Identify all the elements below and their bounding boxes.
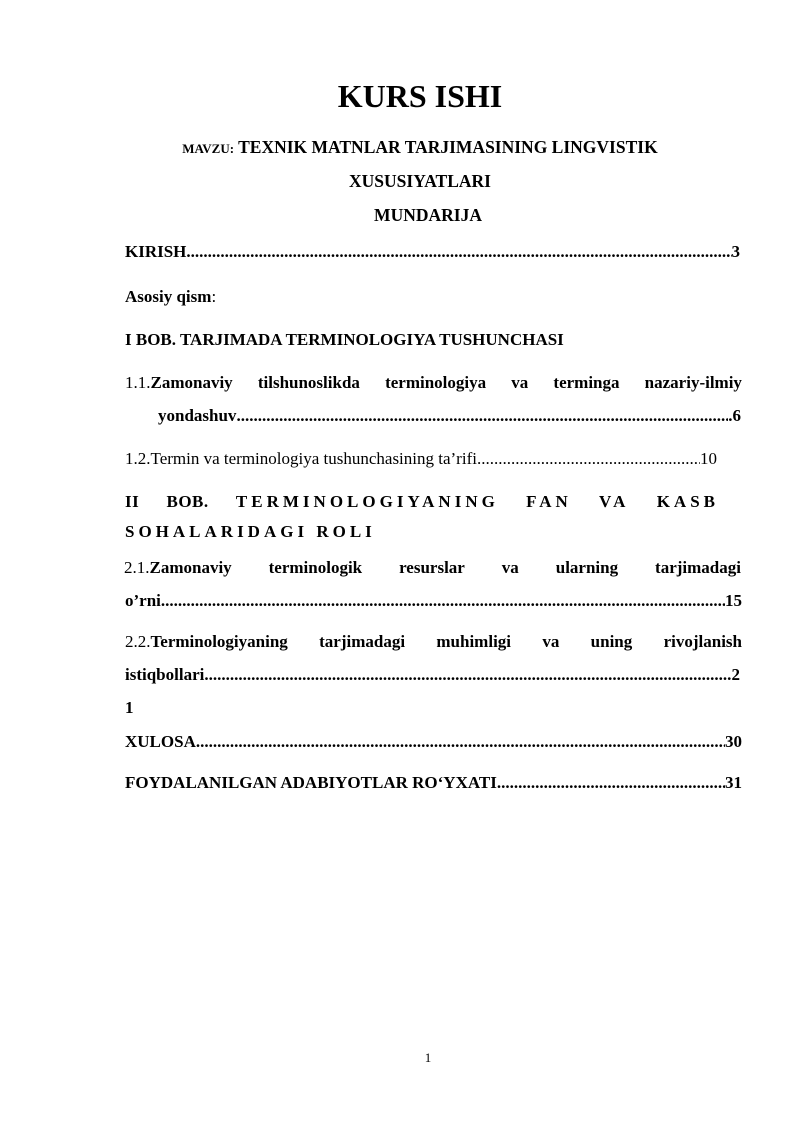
toc-page-wrap: 1 [125,698,134,717]
toc-dot-leader [186,242,731,262]
toc-main-part [125,287,216,307]
toc-word: tilshunoslikda [257,373,360,392]
toc-colon: : [211,287,217,306]
toc-label: yondashuv [158,406,237,425]
toc-label: istiqbollari [125,665,205,684]
toc-entry-1-1-line2 [158,406,741,426]
toc-word: uning [590,632,633,651]
toc-dot-leader [204,665,731,685]
toc-page: 31 [725,773,742,792]
toc-number: 1.1. [125,373,151,392]
toc-word: terminologiya [385,373,487,392]
toc-word: TERMINOLOGIYANING [235,492,499,511]
toc-word: terminga [553,373,620,392]
toc-word: 2.1.Zamonaviy [124,558,232,577]
toc-entry-2-1-line1 [124,558,741,578]
toc-word: va [501,558,519,577]
contents-heading: MUNDARIJA [374,205,482,225]
topic-line-2: XUSUSIYATLARI [349,171,491,191]
toc-number: 2.1. [124,558,150,577]
toc-label: o’rni [125,591,161,610]
toc-page: .6 [728,406,741,425]
toc-entry-1-1-line1 [125,373,742,393]
toc-label: Termin va terminologiya tushunchasining ta’rifi [150,449,477,468]
toc-page: 15 [725,591,742,610]
toc-word: resurslar [399,558,465,577]
toc-word: VA [599,492,630,511]
toc-chapter-2-line2: SOHALARIDAGI ROLI [125,522,376,541]
topic-line-1 [0,137,800,158]
toc-number: 2.2. [125,632,151,651]
page-number: 1 [424,1050,432,1065]
toc-dot-leader [497,773,725,793]
toc-entry-references [125,773,742,793]
toc-page: 3 [731,242,740,261]
toc-label: Asosiy qism [125,287,212,306]
document-title: KURS ISHI [337,78,503,114]
toc-entry-2-2-line2 [125,665,740,685]
toc-label: XULOSA [125,732,196,751]
toc-word: ularning [555,558,619,577]
toc-dot-leader [236,406,728,426]
toc-word: 1.1.Zamonaviy [125,373,233,392]
topic-prefix: MAVZU: [182,141,235,156]
toc-word: muhimligi [436,632,512,651]
toc-word: FAN [526,492,572,511]
toc-entry-2-2-line1 [125,632,742,652]
toc-word: nazariy-ilmiy [644,373,742,392]
toc-word: BOB. [166,492,209,511]
toc-page: 10 [700,449,717,468]
toc-word: rivojlanish [663,632,742,651]
toc-dot-leader [196,732,725,752]
toc-word: 2.2.Terminologiyaning [125,632,288,651]
toc-page: 30 [725,732,742,751]
toc-page: 2 [731,665,740,684]
toc-label: KIRISH [125,242,187,261]
toc-word: KASB [656,492,719,511]
toc-label: FOYDALANILGAN ADABIYOTLAR RO‘YXATI [125,773,497,792]
toc-word: tarjimadagi [319,632,406,651]
toc-entry-1-2 [125,449,717,469]
toc-word: II [125,492,140,511]
toc-chapter-1: I BOB. TARJIMADA TERMINOLOGIYA TUSHUNCHASI [125,330,564,349]
toc-dot-leader [477,449,700,469]
toc-word: terminologik [268,558,363,577]
toc-number: 1.2. [125,449,151,468]
toc-word: tarjimadagi [655,558,741,577]
toc-dot-leader [161,591,725,611]
toc-word: va [542,632,560,651]
topic-text-1: TEXNIK MATNLAR TARJIMASINING LINGVISTIK [238,137,658,157]
toc-entry-xulosa [125,732,742,752]
toc-chapter-2-line1 [125,492,719,512]
toc-entry-2-1-line2 [125,591,742,611]
toc-word: va [511,373,529,392]
toc-entry-kirish [125,242,740,262]
